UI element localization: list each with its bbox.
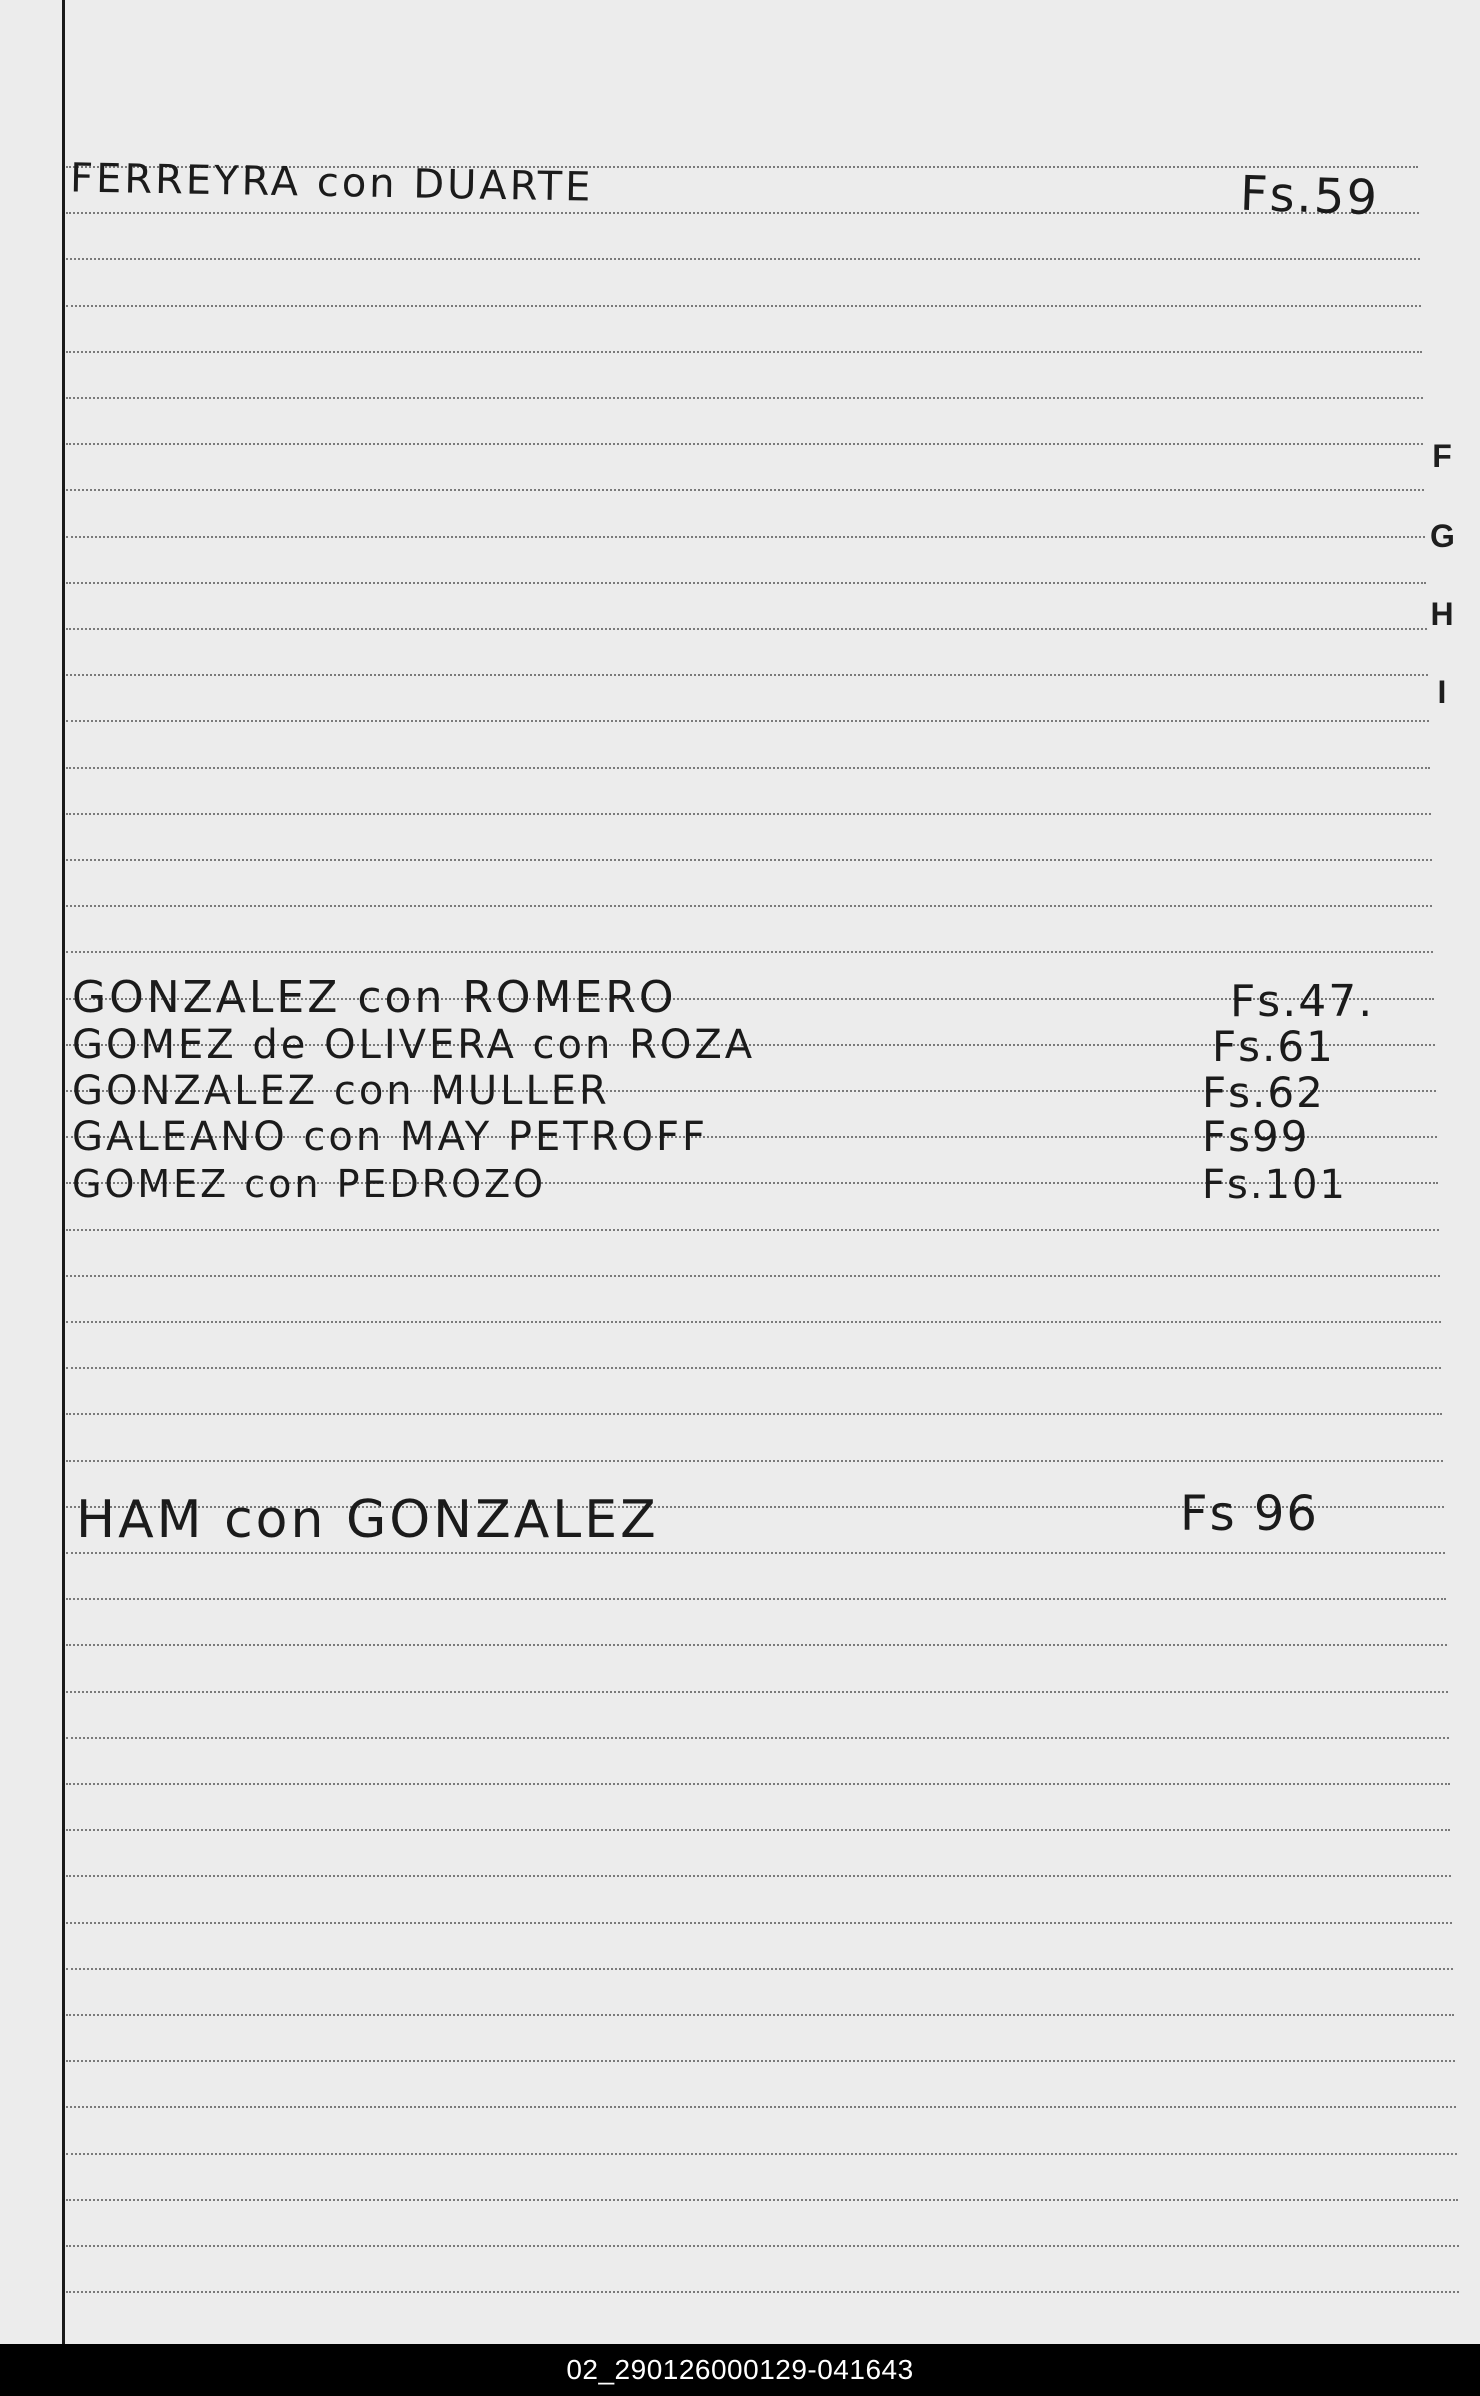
index-letter-h: H [1430, 596, 1454, 632]
ruled-line [66, 397, 1423, 399]
ruled-line [66, 2060, 1455, 2062]
ruled-line [66, 258, 1420, 260]
ruled-line [66, 2106, 1456, 2108]
entry-name: GALEANO con MAY PETROFF [72, 1114, 708, 1160]
ruled-line [66, 1598, 1446, 1600]
ruled-line [66, 1367, 1441, 1369]
ruled-line [66, 859, 1432, 861]
ruled-line [66, 1644, 1447, 1646]
ruled-line [66, 767, 1430, 769]
ruled-line [66, 2245, 1459, 2247]
entry-name: GOMEZ de OLIVERA con ROZA [72, 1022, 756, 1068]
entry-folio: Fs99 [1202, 1112, 1310, 1161]
ruled-line [66, 351, 1422, 353]
ruled-line [66, 1552, 1445, 1554]
index-letter-f: F [1432, 438, 1452, 474]
ruled-line [66, 1829, 1450, 1831]
index-letter-g: G [1430, 518, 1455, 554]
ruled-line [66, 1691, 1448, 1693]
ruled-line [66, 674, 1428, 676]
ruled-line [66, 212, 1419, 214]
ruled-line [66, 720, 1429, 722]
ruled-line [66, 1968, 1453, 1970]
margin-line [62, 0, 65, 2344]
ruled-line [66, 1229, 1439, 1231]
ruled-line [66, 443, 1423, 445]
entry-folio: Fs.59 [1239, 165, 1380, 227]
entry-name: FERREYRA con DUARTE [69, 155, 594, 211]
entry-name: GONZALEZ con MULLER [72, 1068, 610, 1114]
ruled-line [66, 2199, 1458, 2201]
entry-folio: Fs.101 [1202, 1162, 1347, 1208]
ruled-line [66, 951, 1433, 953]
ruled-line [66, 305, 1421, 307]
ruled-line [66, 905, 1432, 907]
ruled-line [66, 628, 1427, 630]
ruled-line [66, 1413, 1442, 1415]
ruled-line [66, 1922, 1452, 1924]
entry-folio: Fs.47. [1230, 976, 1375, 1027]
ruled-line [66, 813, 1431, 815]
scan-id-label: 02_290126000129-041643 [566, 2354, 914, 2385]
entry-folio: Fs.62 [1202, 1068, 1325, 1117]
index-letter-i: I [1437, 674, 1447, 710]
ruled-line [66, 536, 1425, 538]
ruled-line [66, 1460, 1443, 1462]
ruled-line [66, 1737, 1449, 1739]
ruled-line [66, 2291, 1459, 2293]
entry-name: GONZALEZ con ROMERO [72, 972, 677, 1023]
entry-folio: Fs.61 [1212, 1022, 1335, 1071]
entry-name: HAM con GONZALEZ [76, 1490, 659, 1550]
ruled-line [66, 1321, 1441, 1323]
ruled-line [66, 489, 1424, 491]
ruled-line [66, 2153, 1457, 2155]
ruled-line [66, 582, 1426, 584]
ruled-line [66, 1783, 1450, 1785]
entry-name: GOMEZ con PEDROZO [72, 1162, 547, 1206]
footer-bar [0, 2344, 1480, 2396]
ruled-line [66, 1875, 1451, 1877]
entry-folio: Fs 96 [1180, 1486, 1319, 1542]
ruled-line [66, 2014, 1454, 2016]
ruled-line [66, 1275, 1440, 1277]
